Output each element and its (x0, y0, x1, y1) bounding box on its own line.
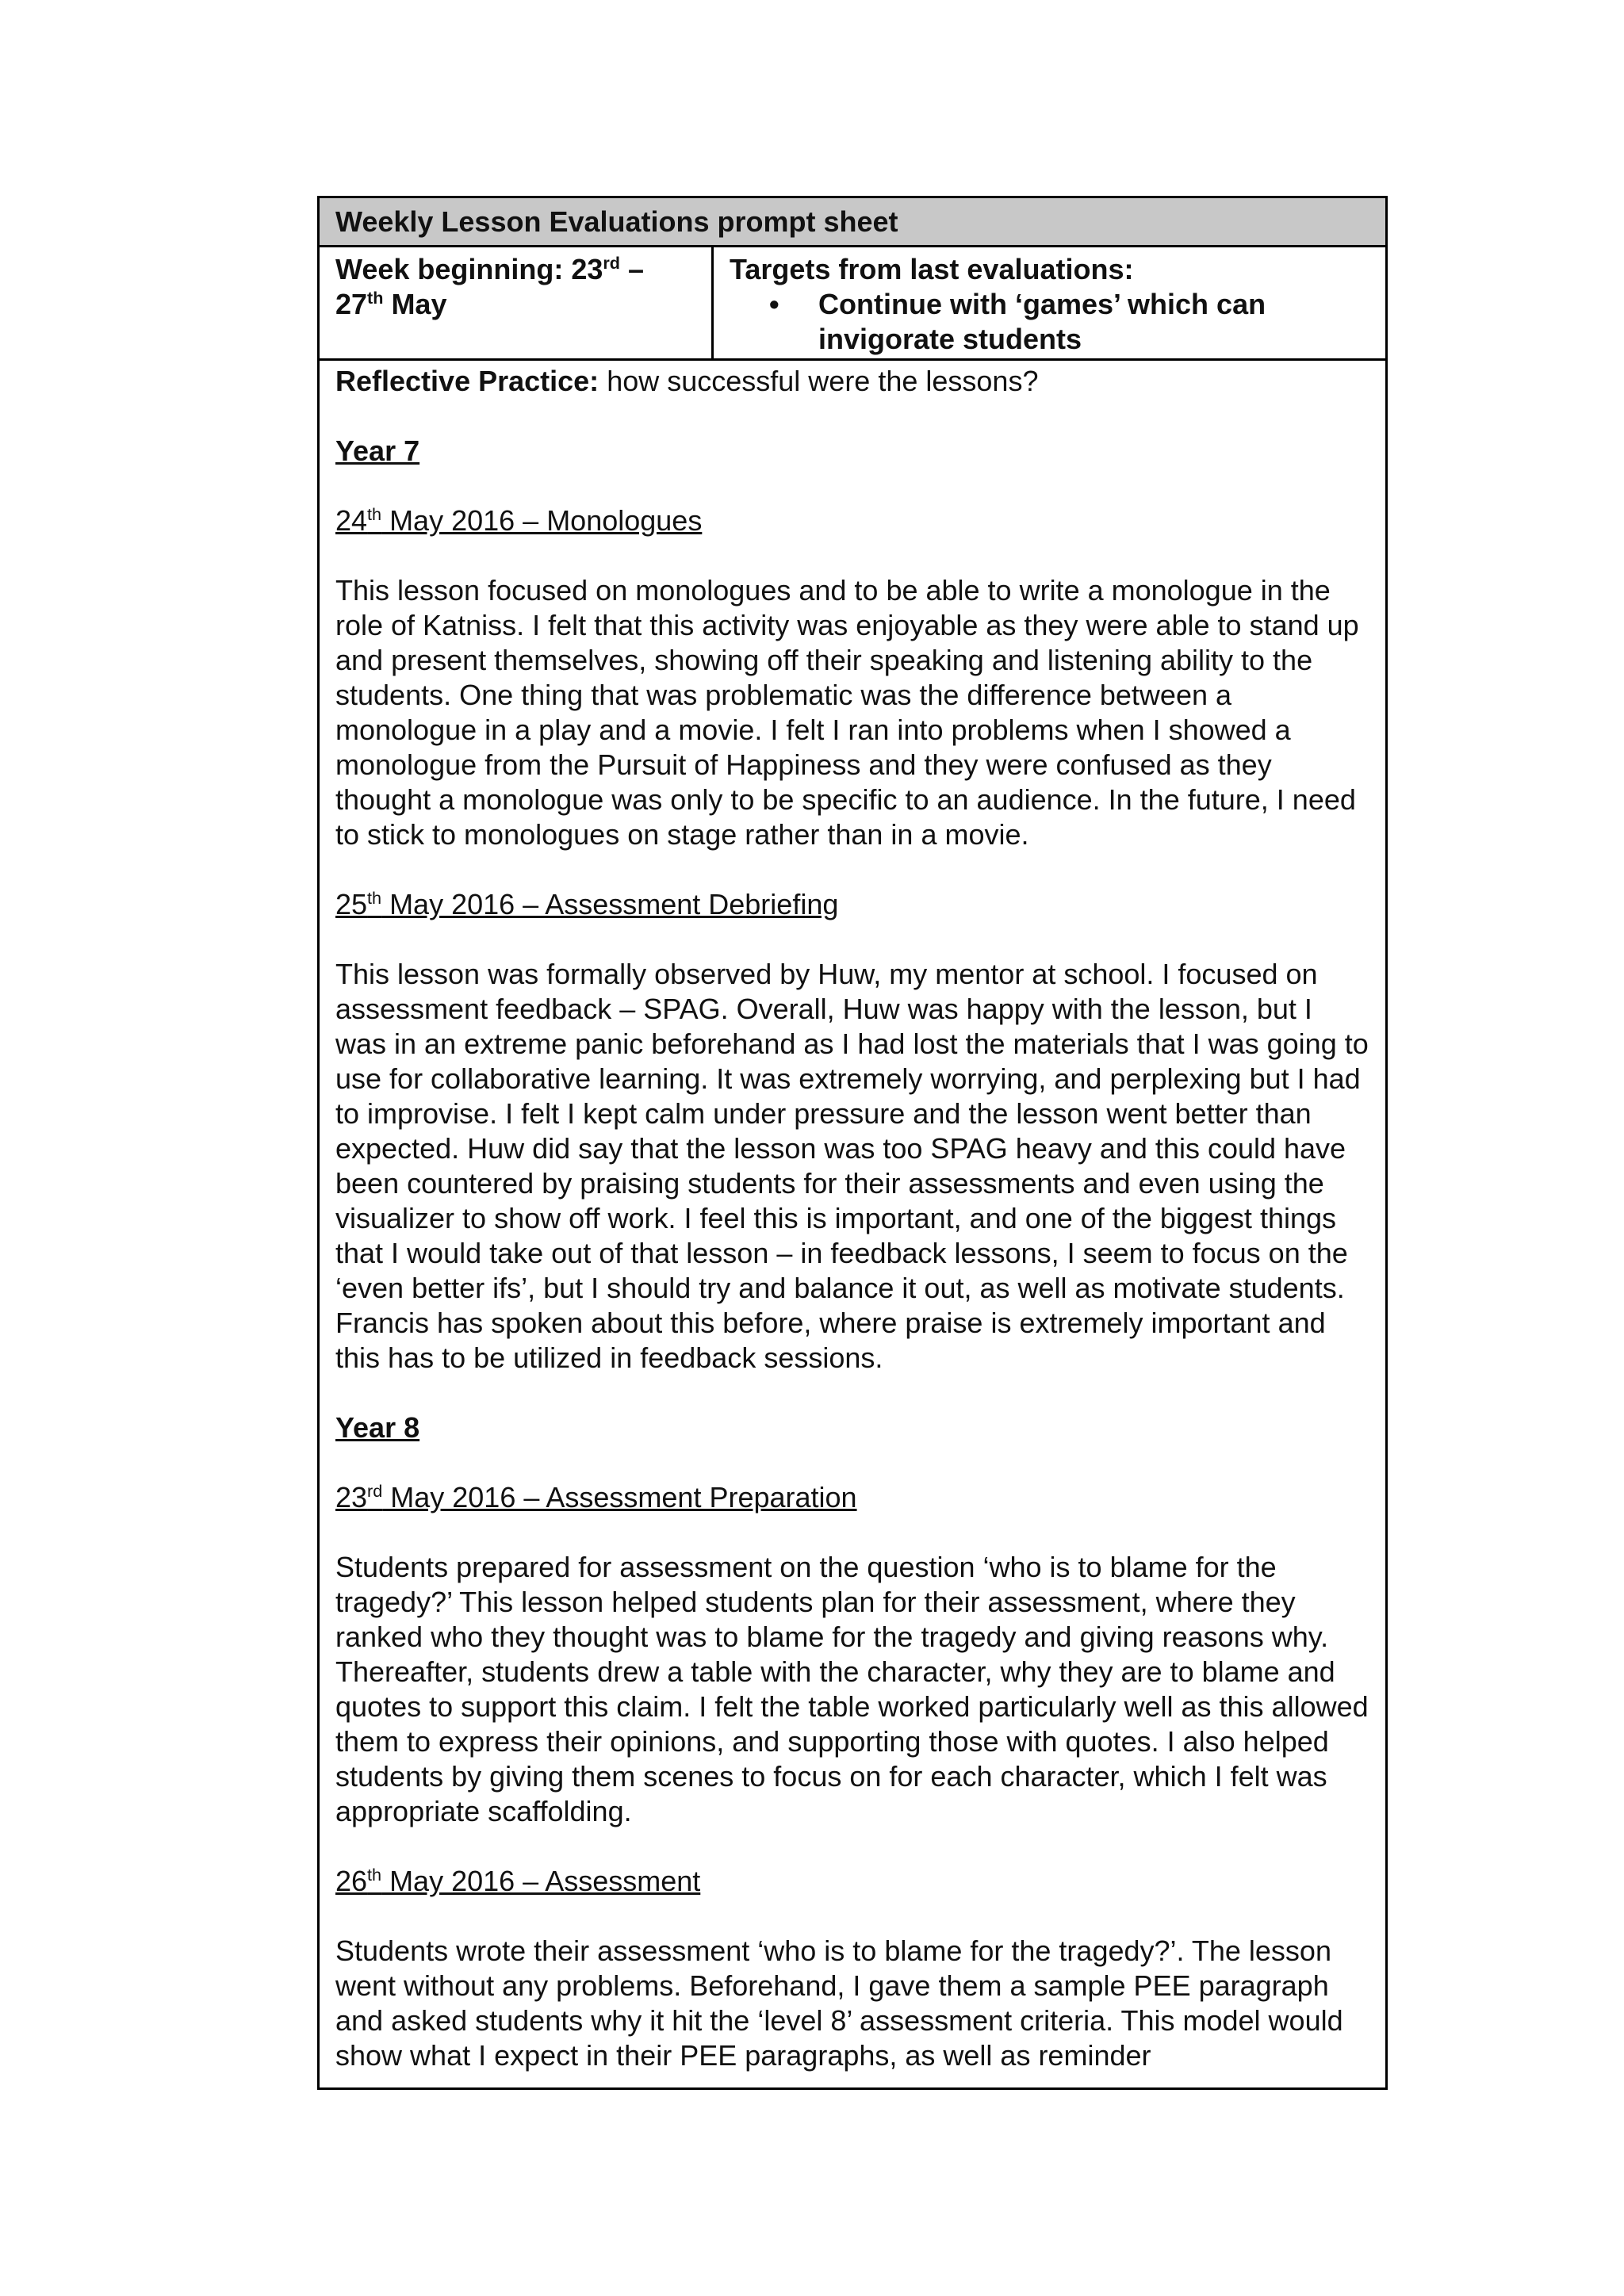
evaluation-sheet (317, 196, 1388, 2090)
lesson-day-sup: th (367, 504, 382, 524)
lesson-evaluation-text: This lesson focused on monologues and to be able to write a monologue in the role of Katniss. I felt that this activity was enjoyable as they were able to stand up and present themselves, showing off their speaking and listening ability to the students. One thing that was problematic was the difference between a monologue in a play and a movie. I felt I ran into problems when I showed a monologue from the Pursuit of Happiness and they were confused as they thought a monologue was only to be specific to an audience. In the future, I need to stick to monologues on stage rather than in a movie. (335, 574, 1359, 851)
lesson-heading (335, 1480, 1369, 1515)
year7-heading: Year 7 (335, 434, 420, 467)
lesson-day-sup: th (367, 888, 382, 908)
reflective-practice-section (320, 361, 1385, 2073)
week-sup-1: rd (603, 253, 620, 273)
reflective-practice-prompt (335, 364, 1369, 399)
year8-heading: Year 8 (335, 1411, 420, 1444)
target-list-item (769, 287, 1369, 357)
lesson-day: 25 (335, 888, 368, 920)
lesson-title: May 2016 – Monologues (381, 504, 703, 537)
lesson-title: May 2016 – Assessment Preparation (382, 1481, 857, 1513)
lesson-title: May 2016 – Assessment (381, 1865, 701, 1897)
lesson-day: 23 (335, 1481, 368, 1513)
lesson-heading (335, 503, 1369, 538)
lesson-evaluation-text: Students prepared for assessment on the question ‘who is to blame for the tragedy?’ This lesson helped students plan for their assessment, where they ranked who they thought was to blame for the tragedy and giving reasons why. Thereafter, students drew a table with the character, why they are to blame and quotes to support this claim. I felt the table worked particularly well as this allowed them to express their opinions, and supporting those with quotes. I also helped students by giving them scenes to focus on for each character, which I felt was appropriate scaffolding. (335, 1551, 1369, 1827)
lesson-day: 24 (335, 504, 368, 537)
lesson-evaluation-text: This lesson was formally observed by Huw, my mentor at school. I focused on assessment feedback – SPAG. Overall, Huw was happy with the lesson, but I was in an extreme panic beforehand as I had lost the materials that I was going to use for collaborative learning. It was extremely worrying, and perplexing but I had to improvise. I felt I kept calm under pressure and the lesson went better than expected. Huw did say that the lesson was too SPAG heavy and this could have been countered by praising students for their assessments and even using the visualizer to show off work. I feel this is important, and one of the biggest things that I would take out of that lesson – in feedback lessons, I seem to focus on the ‘even better ifs’, but I should try and balance it out, as well as motivate students. Francis has spoken about this before, where praise is extremely important and this has to be utilized in feedback sessions. (335, 958, 1369, 1374)
sheet-title-text: Weekly Lesson Evaluations prompt sheet (335, 205, 898, 238)
targets-cell (714, 247, 1385, 358)
lesson-day-sup: rd (367, 1481, 383, 1501)
lesson-evaluation-text: Students wrote their assessment ‘who is to blame for the tragedy?’. The lesson went without any problems. Beforehand, I gave them a sample PEE paragraph and asked students why it hit the ‘level 8’ assessment criteria. This model would show what I expect in their PEE paragraphs, as well as reminder (335, 1934, 1343, 2072)
lesson-day-sup: th (367, 1865, 382, 1885)
week-month: May (383, 288, 447, 320)
week-dash: – (620, 253, 645, 285)
target-text: Continue with ‘games’ which can invigorate students (818, 288, 1266, 355)
sheet-title (320, 198, 1385, 247)
reflective-question: how successful were the lessons? (599, 365, 1039, 397)
bullet-icon: • (769, 288, 779, 320)
lesson-title: May 2016 – Assessment Debriefing (381, 888, 839, 920)
week-end-day: 27 (335, 288, 368, 320)
lesson-day: 26 (335, 1865, 368, 1897)
lesson-heading (335, 1864, 1369, 1899)
lesson-heading (335, 887, 1369, 922)
info-row (320, 247, 1385, 361)
reflective-label: Reflective Practice: (335, 365, 599, 397)
week-beginning-cell (320, 247, 714, 358)
targets-label: Targets from last evaluations: (730, 253, 1134, 285)
week-label: Week beginning: 23 (335, 253, 603, 285)
week-sup-2: th (367, 288, 384, 308)
